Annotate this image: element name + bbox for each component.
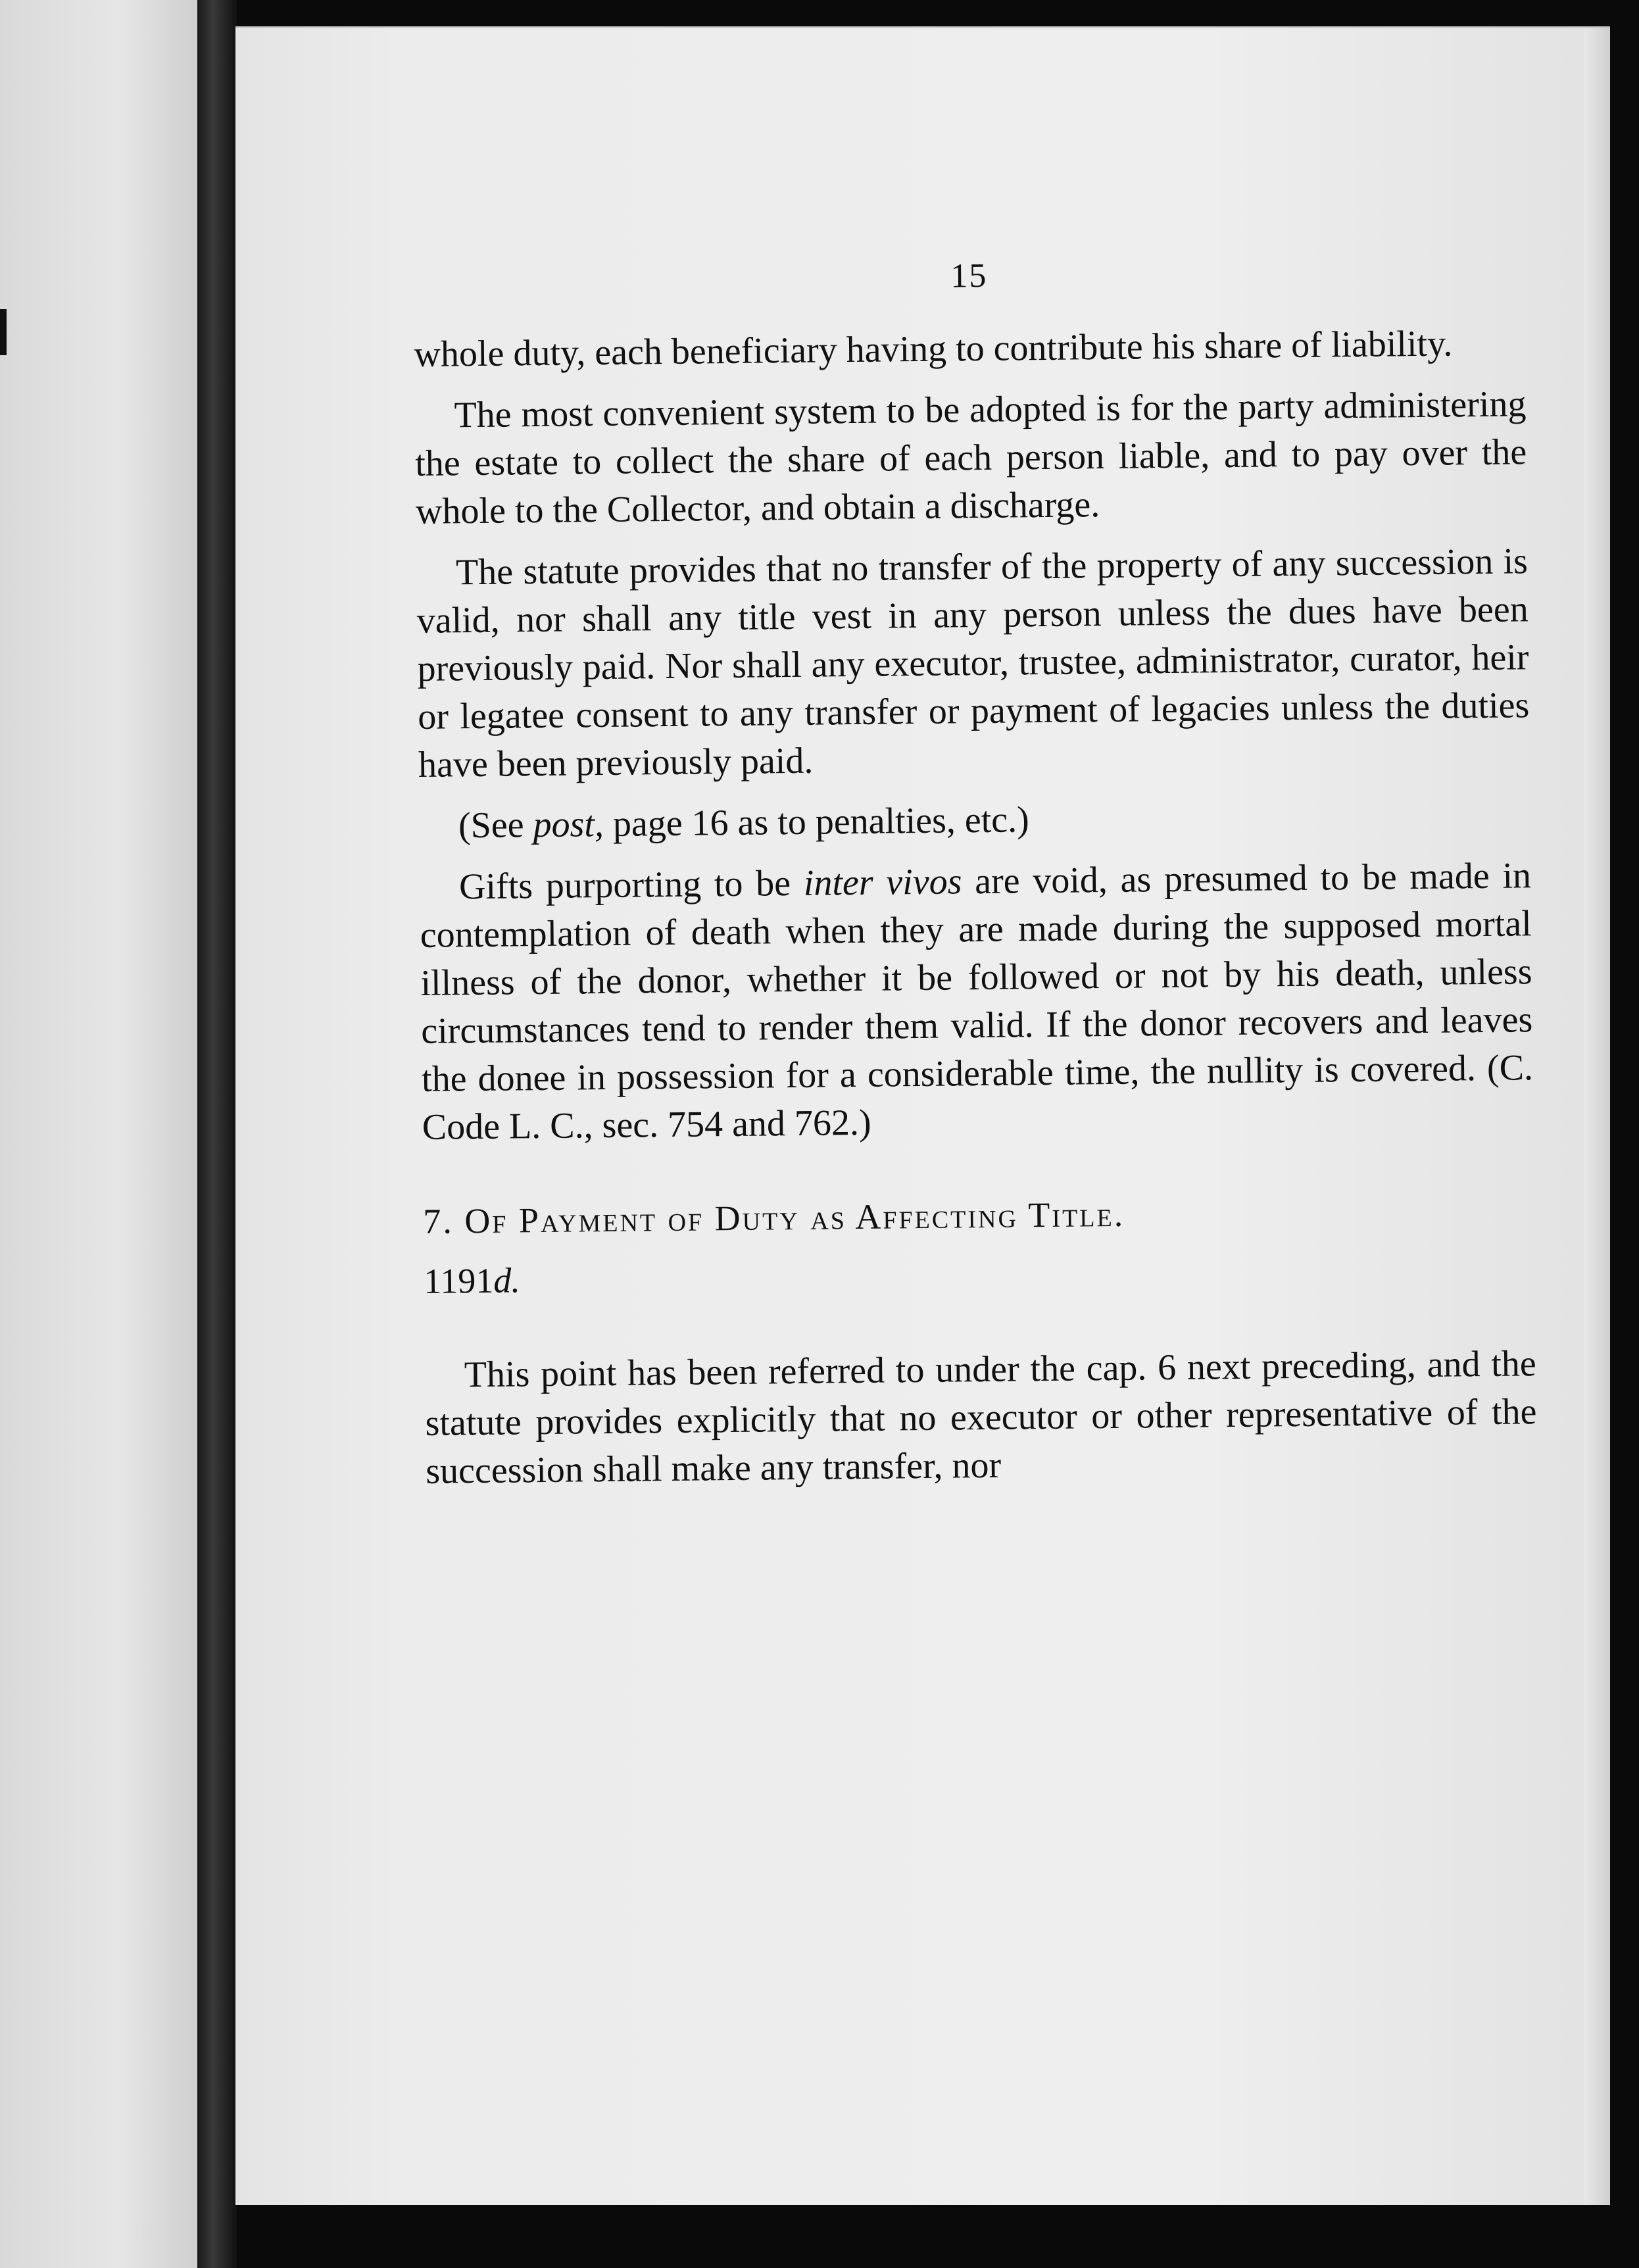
paragraph-5-italic: inter vivos bbox=[803, 861, 962, 904]
section-article-number bbox=[424, 1246, 1536, 1306]
paragraph-1: whole duty, each beneficiary having to contribute his share of liability. bbox=[414, 323, 1453, 375]
final-paragraph: This point has been referred to under the cap. 6 next preceding, and the statute provides explicitly that no executor or other representative of the succession shall make any transfer, nor bbox=[425, 1343, 1537, 1492]
left-facing-page bbox=[0, 0, 197, 2268]
paragraph-5-before: Gifts purporting to be bbox=[458, 862, 804, 908]
paragraph-4-before: (See bbox=[458, 804, 533, 847]
paragraph-2: The most convenient system to be adopted is for the party administering the estate to collect the share of each person liable, and to pay over the whole to the Collector, and obtain a discharge. bbox=[414, 383, 1527, 532]
scan-speck bbox=[141, 2227, 151, 2236]
paragraph-4-after: page 16 as to penalties, etc.) bbox=[603, 799, 1030, 845]
book-page bbox=[235, 26, 1610, 2205]
paragraph-3: The statute provides that no transfer of the property of any succession is valid, nor shall any title vest in any person unless the dues have been previously paid. Nor shall any executor, trustee, administrator, curator, heir or legatee consent to any transfer or payment of legacies unless the duties have been previously paid. bbox=[416, 541, 1530, 785]
section-heading: 7. Of Payment of Duty as Affecting Title. bbox=[423, 1194, 1125, 1241]
paragraph-5 bbox=[420, 852, 1534, 1152]
book-gutter bbox=[197, 0, 237, 2268]
article-number-digits: 1191 bbox=[423, 1260, 494, 1301]
page-number: 15 bbox=[950, 257, 988, 295]
page-text bbox=[413, 246, 1538, 1509]
page-edge bbox=[1584, 28, 1610, 2205]
paragraph-4-italic: post, bbox=[533, 804, 604, 846]
paragraph-5-after: are void, as presumed to be made in contemplation of death when they are made during the supposed mortal illness of the donor, whether it be followed or not by his death, unless circumstances tend to render them valid. If the donor recovers and leaves the donee in possession for a considerable time, the nullity is covered. (C. Code L. C., sec. 754 and 762.) bbox=[420, 855, 1534, 1148]
article-number-letter: d. bbox=[493, 1260, 521, 1300]
paragraph-4 bbox=[419, 791, 1531, 851]
left-page-mark bbox=[0, 309, 7, 355]
